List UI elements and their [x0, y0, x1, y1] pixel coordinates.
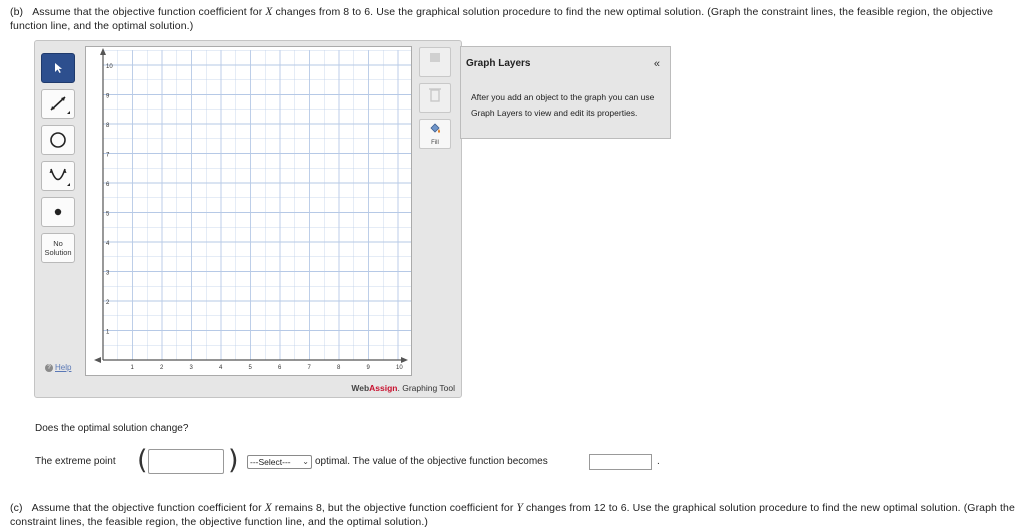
y-axis-arrow-icon [100, 48, 106, 55]
question-c-text-part1: Assume that the objective function coefficient for [31, 502, 265, 514]
y-tick-label: 8 [106, 123, 110, 129]
x-axis-arrow-icon [401, 357, 408, 363]
x-tick-label: 9 [366, 365, 370, 371]
y-tick-label: 1 [106, 329, 110, 336]
extreme-point-input[interactable] [148, 449, 224, 474]
collapse-panel-button[interactable]: « [653, 58, 660, 70]
question-b-text-part1: Assume that the objective function coefficient for [32, 6, 266, 18]
question-c-label: (c) [10, 502, 23, 514]
help-link[interactable] [45, 363, 71, 372]
graph-canvas[interactable] [85, 46, 412, 376]
arrow-pointer-icon [51, 61, 65, 75]
brand-suffix: . Graphing Tool [397, 383, 455, 393]
webassign-brand [351, 383, 455, 393]
x-tick-label: 6 [278, 365, 282, 371]
point-tool-icon [51, 205, 65, 219]
fill-bucket-icon [420, 120, 450, 138]
no-solution-label-line2: Solution [44, 248, 72, 257]
x-tick-label: 2 [160, 365, 164, 371]
layer-move-button[interactable] [419, 47, 451, 77]
objective-value-label: optimal. The value of the objective function becomes [315, 456, 548, 467]
y-tick-label: 10 [106, 64, 113, 70]
parabola-tool-icon [45, 164, 71, 188]
x-tick-label: 10 [396, 365, 403, 371]
graph-layers-description: After you add an object to the graph you can use Graph Layers to view and edit its properties. [471, 92, 655, 118]
graphing-tool [34, 40, 462, 398]
y-tick-label: 4 [106, 241, 110, 247]
x-tick-label: 8 [337, 365, 341, 371]
layer-icon [420, 48, 450, 68]
parabola-tool-button[interactable] [41, 161, 75, 191]
x-tick-label: 3 [189, 365, 193, 371]
x-tick-label: 4 [219, 365, 223, 371]
question-b-text-part2: changes from 8 to 6. Use the graphical solution procedure to find the new optimal solution. (Graph the constraint lines, the feasible region, the objective function line, and the optimal solution.) [10, 6, 994, 32]
circle-tool-icon [47, 129, 69, 151]
optimal-change-question: Does the optimal solution change? [35, 423, 189, 434]
x-axis-left-arrow-icon [94, 357, 101, 363]
y-tick-label: 9 [106, 93, 110, 100]
y-tick-label: 7 [106, 152, 110, 159]
question-c-text-part2: remains 8, but the objective function coefficient for [271, 502, 517, 514]
y-tick-label: 5 [106, 211, 110, 218]
x-tick-label: 5 [248, 365, 252, 371]
question-b-text [10, 5, 1015, 33]
line-tool-button[interactable] [41, 89, 75, 119]
y-tick-label: 2 [106, 300, 110, 306]
extreme-point-label: The extreme point [35, 456, 116, 467]
pointer-tool-button[interactable] [41, 53, 75, 83]
line-tool-icon [45, 92, 71, 116]
y-tick-label: 6 [106, 182, 110, 188]
x-tick-label: 7 [307, 365, 311, 371]
right-parenthesis: ) [228, 445, 239, 476]
help-label: Help [55, 363, 72, 372]
brand-assign: Assign [369, 383, 398, 393]
optimal-select[interactable] [247, 455, 312, 469]
trash-icon [420, 84, 450, 106]
chevron-down-icon: ⌄ [302, 457, 309, 466]
question-c-variable-x: X [264, 502, 272, 514]
no-solution-button[interactable] [41, 233, 75, 263]
question-b-variable: X [265, 6, 273, 18]
help-icon: ? [45, 364, 53, 372]
question-c-text-part3: changes from 12 to 6. Use the graphical solution procedure to find the new optimal solution. (Graph the constraint lines, the feasible region, the objective function line, and the optimal solution.) [10, 502, 1015, 528]
y-tick-label: 3 [106, 270, 110, 277]
brand-web: Web [351, 383, 370, 393]
delete-button[interactable] [419, 83, 451, 113]
left-parenthesis: ( [137, 445, 148, 476]
graph-grid [86, 47, 411, 375]
fill-button[interactable] [419, 119, 451, 149]
graph-layers-panel [460, 46, 671, 139]
optimal-select-value: ---Select--- [250, 457, 291, 467]
objective-value-input[interactable] [589, 454, 652, 470]
no-solution-label-line1: No [53, 239, 63, 248]
question-c-variable-y: Y [516, 502, 523, 514]
circle-tool-button[interactable] [41, 125, 75, 155]
question-b-label: (b) [10, 6, 24, 18]
sentence-period: . [657, 456, 660, 467]
fill-label: Fill [431, 140, 439, 146]
question-c-text [10, 501, 1015, 529]
x-tick-label: 1 [130, 365, 134, 371]
point-tool-button[interactable] [41, 197, 75, 227]
graph-layers-title: Graph Layers [466, 58, 531, 69]
